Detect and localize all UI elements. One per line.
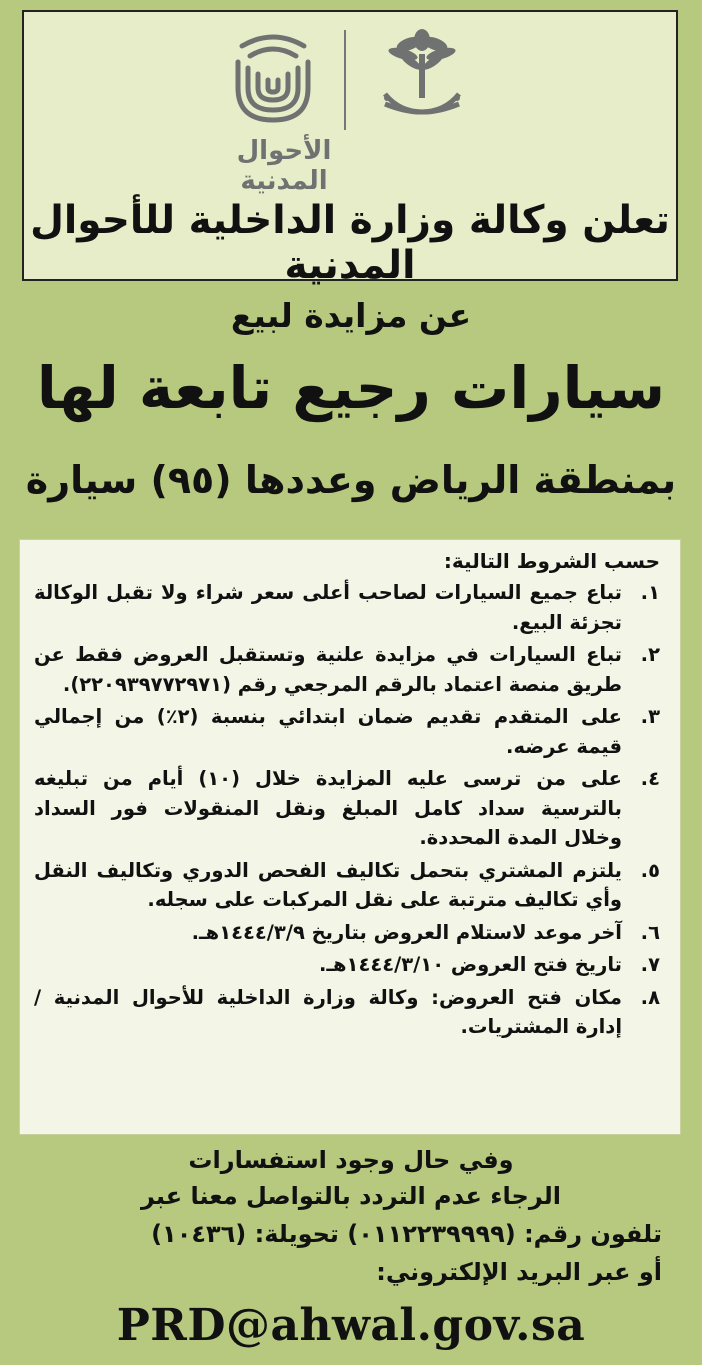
email-label: أو عبر البريد الإلكتروني: <box>376 1258 662 1286</box>
civil-affairs-logo-text: الأحوال المدنية <box>236 136 332 196</box>
term-number: ٨. <box>640 985 660 1009</box>
term-text: مكان فتح العروض: وكالة وزارة الداخلية للأحوال المدنية / إدارة المشتريات. <box>34 985 622 1038</box>
terms-heading: حسب الشروط التالية: <box>443 549 660 573</box>
phone-line: تلفون رقم: (٠١١٢٢٣٩٩٩٩) تحويلة: (١٠٤٣٦) <box>151 1220 662 1248</box>
contact-invite-line: الرجاء عدم التردد بالتواصل معنا عبر <box>140 1182 562 1210</box>
term-number: ٥. <box>640 858 660 882</box>
term-text: آخر موعد لاستلام العروض بتاريخ ١٤٤٤/٣/٩هـ. <box>191 920 622 944</box>
term-text: على من ترسى عليه المزايدة خلال (١٠) أيام من تبليغه بالترسية سداد كامل المبلغ ونقل المنقولات فور السداد وخلال المدة المحددة. <box>34 767 622 849</box>
auction-intro: عن مزايدة لبيع <box>230 296 472 335</box>
logo-divider <box>344 30 346 130</box>
logo-area <box>24 12 676 196</box>
inquiries-line: وفي حال وجود استفسارات <box>188 1146 514 1174</box>
auction-headline: سيارات رجيع تابعة لها <box>36 354 666 422</box>
email-address[interactable]: PRD@ahwal.gov.sa <box>116 1300 586 1351</box>
terms-panel <box>19 539 681 1135</box>
term-number: ٧. <box>640 953 660 976</box>
term-item <box>34 950 660 980</box>
term-item <box>34 856 660 915</box>
agency-title: تعلن وكالة وزارة الداخلية للأحوال المدنية <box>30 198 670 288</box>
term-number: ٢. <box>640 643 660 666</box>
term-number: ٣. <box>640 705 660 728</box>
palm-swords-emblem-icon <box>379 28 465 128</box>
term-item <box>34 918 660 948</box>
auction-region-count: بمنطقة الرياض وعددها (٩٥) سيارة <box>25 458 677 502</box>
term-number: ٤. <box>640 767 660 790</box>
term-text: تباع السيارات في مزايدة علنية وتستقبل العروض فقط عن طريق منصة اعتماد بالرقم المرجعي رقم (٢٢٠٩٣٩٧٧٢٩٧١). <box>34 643 622 696</box>
term-number: ٦. <box>640 920 660 944</box>
terms-list <box>34 578 660 1042</box>
term-item <box>34 702 660 761</box>
term-text: يلتزم المشتري بتحمل تكاليف الفحص الدوري وتكاليف النقل وأي تكاليف مترتبة على نقل المركبات على سجله. <box>34 858 622 911</box>
term-text: تباع جميع السيارات لصاحب أعلى سعر شراء ولا تقبل الوكالة تجزئة البيع. <box>34 581 622 634</box>
term-text: تاريخ فتح العروض ١٤٤٤/٣/١٠هـ. <box>318 953 622 976</box>
term-number: ١. <box>640 581 660 604</box>
term-item <box>34 764 660 853</box>
term-item <box>34 983 660 1042</box>
term-item <box>34 578 660 637</box>
term-text: على المتقدم تقديم ضمان ابتدائي بنسبة (٢٪) من إجمالي قيمة عرضه. <box>34 705 622 758</box>
contact-section <box>0 1142 702 1358</box>
header-panel <box>22 10 678 288</box>
term-item <box>34 640 660 699</box>
civil-affairs-logo-icon <box>232 26 314 126</box>
